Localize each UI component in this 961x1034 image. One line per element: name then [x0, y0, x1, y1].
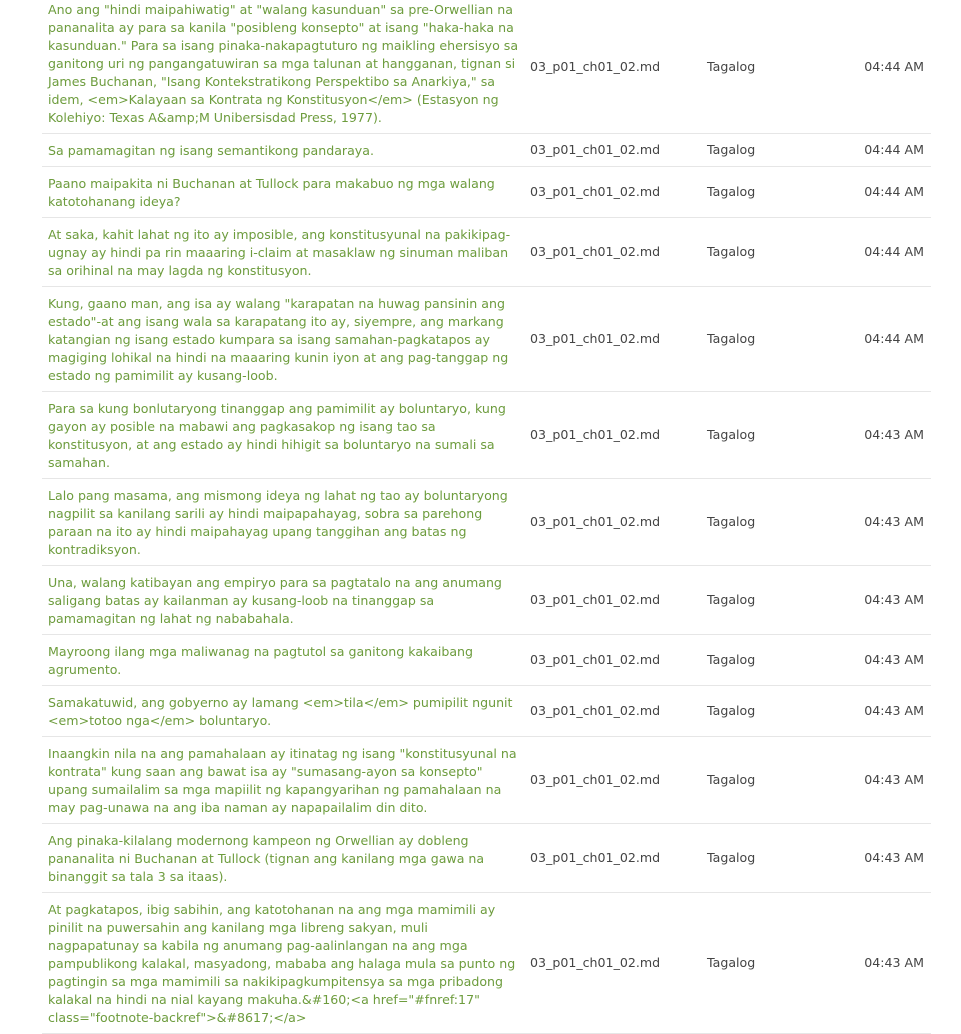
- language: Tagalog: [707, 287, 850, 392]
- table-row[interactable]: [42, 167, 931, 218]
- table-row[interactable]: [42, 893, 931, 1034]
- string-text[interactable]: Mayroong ilang mga maliwanag na pagtutol sa ganitong kakaibang agrumento.: [42, 635, 530, 686]
- table-row[interactable]: [42, 287, 931, 392]
- file-name: 03_p01_ch01_02.md: [530, 287, 707, 392]
- string-text[interactable]: Una, walang katibayan ang empiryo para sa pagtatalo na ang anumang saligang batas ay kailanman ay kusang-loob na tinanggap sa pamamagitan ng lahat ng nababahala.: [42, 566, 530, 635]
- language: Tagalog: [707, 737, 850, 824]
- table-row[interactable]: [42, 686, 931, 737]
- timestamp: 04:43 AM: [850, 893, 931, 1034]
- table-row[interactable]: [42, 392, 931, 479]
- string-text[interactable]: Ang pinaka-kilalang modernong kampeon ng Orwellian ay dobleng pananalita ni Buchanan at Tullock (tignan ang kanilang mga gawa na binanggit sa tala 3 sa itaas).: [42, 824, 530, 893]
- language: Tagalog: [707, 635, 850, 686]
- file-name: 03_p01_ch01_02.md: [530, 737, 707, 824]
- language: Tagalog: [707, 824, 850, 893]
- timestamp: 04:43 AM: [850, 686, 931, 737]
- language: Tagalog: [707, 134, 850, 167]
- table-row[interactable]: [42, 737, 931, 824]
- timestamp: 04:43 AM: [850, 392, 931, 479]
- string-text[interactable]: Kung, gaano man, ang isa ay walang "karapatan na huwag pansinin ang estado"-at ang isang wala sa karapatang ito ay, siyempre, ang markang katangian ng isang estado kumpara sa isang samahan-pagkatapos ay magiging lohikal na hindi na maaaring kunin iyon at ang pag-tanggap ng estado ng pamimilit ay kusang-loob.: [42, 287, 530, 392]
- timestamp: 04:44 AM: [850, 0, 931, 134]
- string-text[interactable]: At saka, kahit lahat ng ito ay imposible, ang konstitusyunal na pakikipag-ugnay ay hindi pa rin maaaring i-claim at masaklaw ng sinuman maliban sa orihinal na may lagda ng konstitusyon.: [42, 218, 530, 287]
- string-text[interactable]: Inaangkin nila na ang pamahalaan ay itinatag ng isang "konstitusyunal na kontrata" kung saan ang bawat isa ay "sumasang-ayon sa konsepto" upang sumailalim sa mga mapiilit ng kapangyarihan ng pamahalaan na may pag-unawa na ang iba naman ay napapailalim din dito.: [42, 737, 530, 824]
- file-name: 03_p01_ch01_02.md: [530, 0, 707, 134]
- timestamp: 04:43 AM: [850, 824, 931, 893]
- language: Tagalog: [707, 218, 850, 287]
- table-row[interactable]: [42, 134, 931, 167]
- language: Tagalog: [707, 686, 850, 737]
- timestamp: 04:43 AM: [850, 566, 931, 635]
- timestamp: 04:43 AM: [850, 635, 931, 686]
- string-text[interactable]: Para sa kung bonlutaryong tinanggap ang pamimilit ay boluntaryo, kung gayon ay posible na mabawi ang pagkasakop ng isang tao sa konstitusyon, at ang estado ay hindi hihigit sa boluntaryo na sumali sa samahan.: [42, 392, 530, 479]
- language: Tagalog: [707, 893, 850, 1034]
- string-text[interactable]: Paano maipakita ni Buchanan at Tullock para makabuo ng mga walang katotohanang ideya?: [42, 167, 530, 218]
- table-row[interactable]: [42, 635, 931, 686]
- file-name: 03_p01_ch01_02.md: [530, 392, 707, 479]
- table-row[interactable]: [42, 218, 931, 287]
- string-text[interactable]: Ano ang "hindi maipahiwatig" at "walang kasunduan" sa pre-Orwellian na pananalita ay para sa kanila "posibleng konsepto" at isang "haka-haka na kasunduan." Para sa isang pinaka-nakapagtuturo ng maikling ehersisyo sa ganitong uri ng pangangatuwiran sa mga talunan at hangganan, tignan si James Buchanan, "Isang Kontekstratikong Perspektibo sa Anarkiya," sa idem, <em>Kalayaan sa Kontrata ng Konstitusyon</em> (Estasyon ng Kolehiyo: Texas A&amp;M Unibersisdad Press, 1977).: [42, 0, 530, 134]
- string-text[interactable]: Lalo pang masama, ang mismong ideya ng lahat ng tao ay boluntaryong nagpilit sa kanilang sarili ay hindi maipapahayag, sobra sa parehong paraan na ito ay hindi maipahayag upang tanggihan ang batas ng kontradiksyon.: [42, 479, 530, 566]
- file-name: 03_p01_ch01_02.md: [530, 218, 707, 287]
- language: Tagalog: [707, 392, 850, 479]
- language: Tagalog: [707, 566, 850, 635]
- table-row[interactable]: [42, 479, 931, 566]
- timestamp: 04:43 AM: [850, 479, 931, 566]
- string-text[interactable]: At pagkatapos, ibig sabihin, ang katotohanan na ang mga mamimili ay pinilit na puwersahin ang kanilang mga libreng sakyan, muli nagpapatunay sa kabila ng anumang pag-aalinlangan na ang mga pampublikong kalakal, masyadong, mababa ang halaga mula sa punto ng pagtingin sa mga mamimili sa nakikipagkumpitensya sa mga pribadong kalakal na hindi na nial kayang makuha.&#160;<a href="#fnref:17" class="footnote-backref">&#8617;</a>: [42, 893, 530, 1034]
- file-name: 03_p01_ch01_02.md: [530, 635, 707, 686]
- file-name: 03_p01_ch01_02.md: [530, 479, 707, 566]
- file-name: 03_p01_ch01_02.md: [530, 893, 707, 1034]
- strings-table: [42, 0, 931, 1034]
- timestamp: 04:44 AM: [850, 167, 931, 218]
- file-name: 03_p01_ch01_02.md: [530, 134, 707, 167]
- language: Tagalog: [707, 167, 850, 218]
- language: Tagalog: [707, 0, 850, 134]
- timestamp: 04:44 AM: [850, 134, 931, 167]
- language: Tagalog: [707, 479, 850, 566]
- strings-table-body: [42, 0, 931, 1034]
- file-name: 03_p01_ch01_02.md: [530, 566, 707, 635]
- file-name: 03_p01_ch01_02.md: [530, 167, 707, 218]
- timestamp: 04:44 AM: [850, 218, 931, 287]
- timestamp: 04:43 AM: [850, 737, 931, 824]
- file-name: 03_p01_ch01_02.md: [530, 824, 707, 893]
- table-row[interactable]: [42, 0, 931, 134]
- table-row[interactable]: [42, 824, 931, 893]
- table-row[interactable]: [42, 566, 931, 635]
- string-text[interactable]: Samakatuwid, ang gobyerno ay lamang <em>tila</em> pumipilit ngunit <em>totoo nga</em> boluntaryo.: [42, 686, 530, 737]
- timestamp: 04:44 AM: [850, 287, 931, 392]
- string-text[interactable]: Sa pamamagitan ng isang semantikong pandaraya.: [42, 134, 530, 167]
- file-name: 03_p01_ch01_02.md: [530, 686, 707, 737]
